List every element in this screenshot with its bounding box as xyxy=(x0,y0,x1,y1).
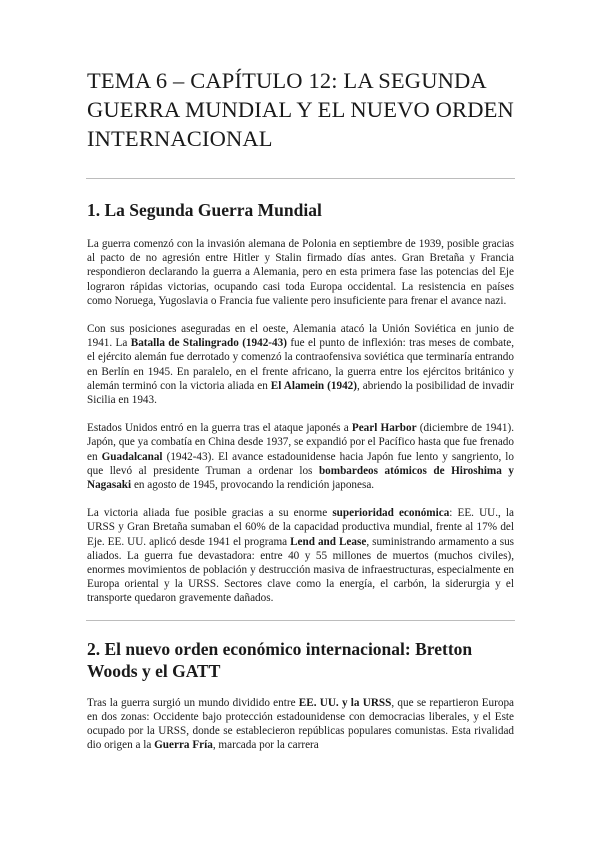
text-run: Con sus posiciones aseguradas en el oeste, Alemania atacó la Unión Soviética en junio de 1941. La xyxy=(87,323,514,350)
text-run: Tras la guerra surgió un mundo dividido entre xyxy=(87,696,299,709)
bold-text: Guerra Fría xyxy=(154,739,213,752)
bold-text: bombardeos atómicos de Hiroshima y Nagasaki xyxy=(87,464,514,492)
text-run: , suministrando armamento a sus aliados. La guerra fue devastadora: entre 40 y 55 millones de muertos (muchos civiles), enormes movimientos de población y destrucción masiva de infraestructuras, especialmente en Europa oriental y la URSS. Sectores clave como la energía, el carbón, la siderurgia y el transporte quedaron gravemente dañados. xyxy=(87,535,515,605)
bold-text: EE. UU. y la URSS xyxy=(298,696,392,709)
bold-text: El Alamein (1942) xyxy=(270,379,357,392)
text-run: , que se repartieron Europa en dos zonas: Occidente bajo protección estadounidense con democracias liberales, y el Este ocupado por la URSS, donde se establecieron repúblicas populares comunistas. Esta rivalidad dio origen a la xyxy=(87,696,515,752)
section-heading-1: 1. La Segunda Guerra Mundial xyxy=(87,200,322,220)
paragraph xyxy=(87,322,514,407)
text-run: La victoria aliada fue posible gracias a su enorme xyxy=(87,507,333,520)
text-run: : EE. UU., la URSS y Gran Bretaña sumaban el 60% de la capacidad productiva mundial, frente al 17% del Eje. EE. UU. aplicó desde 1941 el programa xyxy=(87,507,514,548)
text-run: en agosto de 1945, provocando la rendición japonesa. xyxy=(131,479,375,492)
bold-text: superioridad económica xyxy=(332,507,450,520)
paragraph xyxy=(87,237,514,308)
page-title: TEMA 6 – CAPÍTULO 12: LA SEGUNDA GUERRA MUNDIAL Y EL NUEVO ORDEN INTERNACIONAL xyxy=(87,68,514,151)
bold-text: Lend and Lease xyxy=(290,535,367,548)
section-heading-2: 2. El nuevo orden económico internacional: Bretton Woods y el GATT xyxy=(87,638,473,681)
bold-text: Batalla de Stalingrado (1942-43) xyxy=(130,337,287,350)
paragraph xyxy=(87,506,514,605)
text-run: , abriendo la posibilidad de invadir Sicilia en 1943. xyxy=(87,379,514,407)
paragraph xyxy=(87,696,514,753)
text-run: La guerra comenzó con la invasión alemana de Polonia en septiembre de 1939, posible gracias al pacto de no agresión entre Hitler y Stalin firmado días antes. Gran Bretaña y Francia respondieron declarando la guerra a Alemania, pero en esta primera fase las potencias del Eje lograron rápidas victorias, ocupando casi toda Europa occidental. La resistencia en países como Noruega, Yugoslavia o Francia fue valiente pero insuficiente para frenar el avance nazi. xyxy=(87,238,514,307)
paragraph xyxy=(87,421,514,492)
text-run: Estados Unidos entró en la guerra tras el ataque japonés a xyxy=(87,422,352,435)
text-run: (diciembre de 1941). Japón, que ya combatía en China desde 1937, se expandió por el Pacífico hasta que fue frenado en xyxy=(87,422,515,463)
bold-text: Pearl Harbor xyxy=(351,422,417,435)
bold-text: Guadalcanal xyxy=(101,450,163,463)
text-run: fue el punto de inflexión: tras meses de combate, el ejército alemán fue derrotado y comenzó la contraofensiva soviética que terminaría entrando en Berlín en 1945. En paralelo, en el frente africano, la guerra entre los ejércitos británico y alemán terminó con la victoria aliada en xyxy=(87,337,514,392)
text-run: , marcada por la carrera xyxy=(212,739,319,752)
text-run: (1942-43). El avance estadounidense hacia Japón fue lento y sangriento, lo que llevó al presidente Truman a ordenar los xyxy=(87,450,514,477)
divider xyxy=(86,178,515,179)
divider xyxy=(86,620,515,621)
